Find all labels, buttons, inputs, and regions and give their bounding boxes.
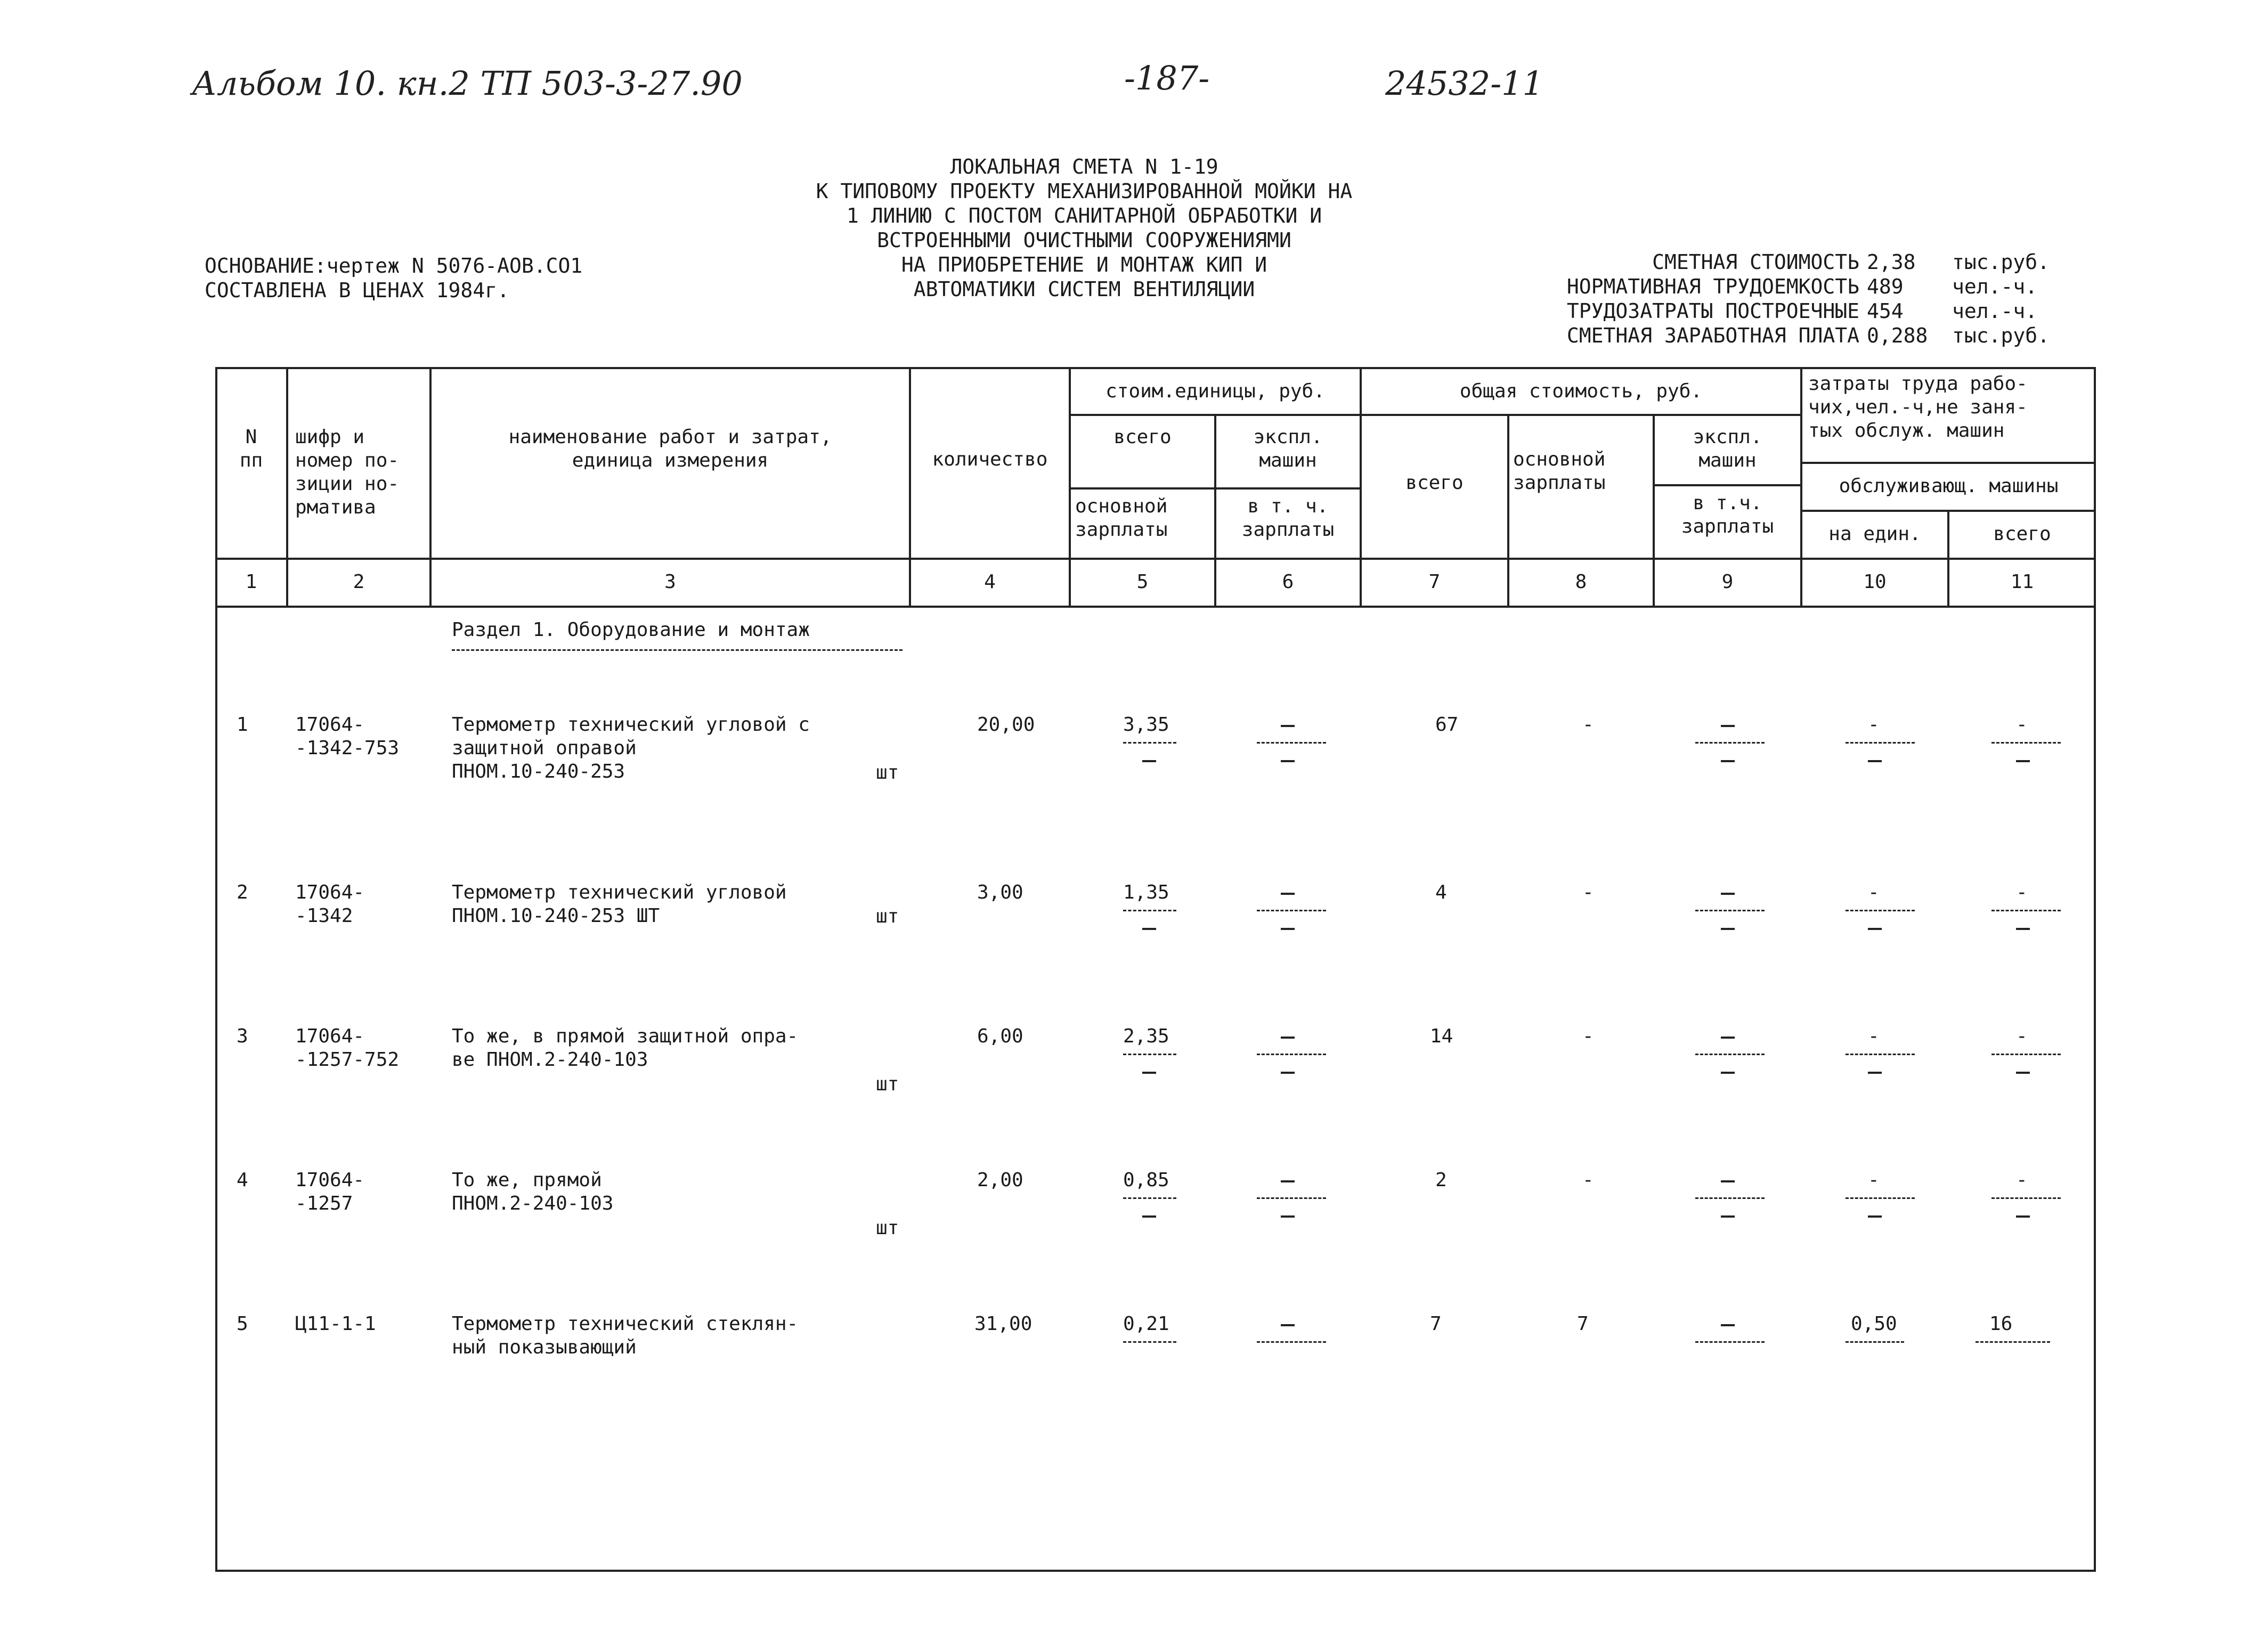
row-code: Ц11-1-1 <box>295 1313 376 1335</box>
row-labor-unit: - <box>1868 1169 1880 1191</box>
basis-prices: СОСТАВЛЕНА В ЦЕНАХ 1984г. <box>205 279 509 302</box>
fraction-line <box>1695 1341 1765 1343</box>
summary-unit: тыс.руб. <box>1952 250 2050 274</box>
estimate-summary <box>1348 250 2080 348</box>
empty-dash <box>1868 760 1882 762</box>
empty-dash <box>2016 760 2030 762</box>
fraction-line <box>1846 1341 1904 1343</box>
col-header-11-total: всего <box>1993 523 2051 545</box>
empty-dash <box>1868 928 1882 930</box>
column-number: 2 <box>353 571 365 593</box>
column-number: 9 <box>1721 571 1734 593</box>
row-total: 14 <box>1430 1025 1453 1047</box>
fraction-line <box>1976 1341 2050 1343</box>
row-name: Термометр технический угловой с защитной оправой ПНОМ.10-240-253 <box>452 714 810 782</box>
basis-drawing: ОСНОВАНИЕ:чертеж N 5076-АОВ.СО1 <box>205 254 583 278</box>
empty-dash <box>1868 1072 1882 1074</box>
empty-dash <box>1142 1072 1156 1074</box>
summary-value: 0,288 <box>1867 324 1928 347</box>
album-reference: Альбом 10. кн.2 ТП 503-3-27.90 <box>192 64 743 103</box>
title-line: К ТИПОВОМУ ПРОЕКТУ МЕХАНИЗИРОВАННОЙ МОЙКИ НА <box>816 179 1353 203</box>
row-wage: 7 <box>1577 1313 1589 1335</box>
row-labor-total: - <box>2016 1169 2028 1191</box>
row-name: То же, прямой ПНОМ.2-240-103 <box>452 1169 614 1214</box>
empty-dash <box>1281 893 1295 895</box>
row-number: 2 <box>237 882 248 903</box>
row-unit-cost: 2,35 <box>1123 1025 1169 1047</box>
column-number: 3 <box>664 571 676 593</box>
col-header-6-wage: в т. ч. зарплаты <box>1241 495 1335 541</box>
row-quantity: 2,00 <box>977 1169 1023 1191</box>
estimate-table <box>215 367 2096 1572</box>
row-unit: шт <box>876 1217 899 1239</box>
empty-dash <box>1281 1180 1295 1182</box>
col-header-9-machines: экспл. машин <box>1693 426 1762 471</box>
col-header-5-total: всего <box>1113 426 1172 448</box>
empty-dash <box>2016 1072 2030 1074</box>
row-code: 17064- -1342 <box>295 882 365 927</box>
col-header-8-wage: основной зарплаты <box>1513 448 1606 494</box>
empty-dash <box>1281 1072 1295 1074</box>
empty-dash <box>1281 928 1295 930</box>
row-number: 4 <box>237 1169 248 1191</box>
empty-dash <box>1142 928 1156 930</box>
row-number: 1 <box>237 714 248 736</box>
row-unit: шт <box>876 1073 899 1095</box>
empty-dash <box>1281 1215 1295 1218</box>
row-wage: - <box>1582 1025 1594 1047</box>
row-code: 17064- -1257-752 <box>295 1025 400 1071</box>
column-number: 4 <box>984 571 996 593</box>
col-header-9-wage: в т.ч. зарплаты <box>1681 492 1774 537</box>
fraction-line <box>1991 1054 2061 1055</box>
column-number: 7 <box>1428 571 1441 593</box>
row-wage: - <box>1582 1169 1594 1191</box>
empty-dash <box>1721 1324 1735 1326</box>
col-header-7-total: всего <box>1405 472 1464 494</box>
fraction-line <box>1846 1197 1915 1199</box>
summary-row <box>1348 299 2080 324</box>
fraction-line <box>1695 1197 1765 1199</box>
column-number: 5 <box>1136 571 1149 593</box>
empty-dash <box>1721 725 1735 727</box>
empty-dash <box>1281 1037 1295 1039</box>
row-unit-cost: 1,35 <box>1123 882 1169 903</box>
summary-label: СМЕТНАЯ СТОИМОСТЬ <box>1652 250 1859 274</box>
fraction-line <box>1695 742 1765 744</box>
fraction-line <box>1123 910 1176 911</box>
table-grid <box>215 367 2096 1572</box>
row-labor-unit: - <box>1868 882 1880 903</box>
fraction-line <box>1257 910 1326 911</box>
summary-row <box>1348 324 2080 348</box>
fraction-line <box>1123 1341 1176 1343</box>
summary-label: ТРУДОЗАТРАТЫ ПОСТРОЕЧНЫЕ <box>1566 299 1859 323</box>
fraction-line <box>1991 1197 2061 1199</box>
fraction-line <box>1991 742 2061 744</box>
row-labor-unit: 0,50 <box>1851 1313 1897 1335</box>
summary-unit: чел.-ч. <box>1952 275 2038 298</box>
summary-value: 454 <box>1867 299 1904 323</box>
column-number: 6 <box>1282 571 1294 593</box>
empty-dash <box>1721 928 1735 930</box>
column-number: 11 <box>2010 571 2034 593</box>
row-name: Термометр технический стеклян- ный показывающий <box>452 1313 799 1358</box>
row-wage: - <box>1582 714 1594 736</box>
empty-dash <box>1721 1180 1735 1182</box>
summary-unit: тыс.руб. <box>1952 324 2050 347</box>
row-total: 4 <box>1435 882 1447 903</box>
title-line: ЛОКАЛЬНАЯ СМЕТА N 1-19 <box>950 155 1218 178</box>
fraction-line <box>1257 1197 1326 1199</box>
row-labor-total: - <box>2016 882 2028 903</box>
group-header-labor: затраты труда рабо- чих,чел.-ч,не заня- тых обслуж. машин <box>1808 373 2028 442</box>
section-underline <box>452 649 903 651</box>
fraction-line <box>1846 910 1915 911</box>
row-labor-total: - <box>2016 714 2028 736</box>
empty-dash <box>1721 760 1735 762</box>
col-header-6-machines: экспл. машин <box>1253 426 1323 471</box>
row-quantity: 6,00 <box>977 1025 1023 1047</box>
row-labor-total: 16 <box>1989 1313 2013 1335</box>
summary-value: 489 <box>1867 275 1904 298</box>
row-unit-cost: 0,85 <box>1123 1169 1169 1191</box>
summary-label: СМЕТНАЯ ЗАРАБОТНАЯ ПЛАТА <box>1566 324 1859 347</box>
row-unit-cost: 3,35 <box>1123 714 1169 736</box>
row-number: 5 <box>237 1313 248 1335</box>
col-header-quantity: количество <box>932 448 1048 470</box>
fraction-line <box>1846 1054 1915 1055</box>
row-total: 67 <box>1435 714 1459 736</box>
fraction-line <box>1123 1197 1176 1199</box>
row-labor-unit: - <box>1868 714 1880 736</box>
group-header-labor-machines: обслуживающ. машины <box>1839 475 2059 497</box>
row-name: Термометр технический угловой ПНОМ.10-240-253 ШТ <box>452 882 787 927</box>
row-total: 7 <box>1430 1313 1442 1335</box>
empty-dash <box>2016 928 2030 930</box>
fraction-line <box>1123 1054 1176 1055</box>
fraction-line <box>1257 1054 1326 1055</box>
row-labor-unit: - <box>1868 1025 1880 1047</box>
summary-label: НОРМАТИВНАЯ ТРУДОЕМКОСТЬ <box>1566 275 1859 298</box>
row-number: 3 <box>237 1025 248 1047</box>
row-quantity: 20,00 <box>977 714 1035 736</box>
fraction-line <box>1695 910 1765 911</box>
empty-dash <box>1142 760 1156 762</box>
col-header-5-wage: основной зарплаты <box>1075 495 1168 541</box>
title-line: ВСТРОЕННЫМИ ОЧИСТНЫМИ СООРУЖЕНИЯМИ <box>877 229 1291 252</box>
empty-dash <box>1721 1072 1735 1074</box>
title-line: АВТОМАТИКИ СИСТЕМ ВЕНТИЛЯЦИИ <box>913 278 1255 301</box>
summary-row <box>1348 275 2080 299</box>
col-header-number: N пп <box>239 426 263 471</box>
empty-dash <box>1281 725 1295 727</box>
row-labor-total: - <box>2016 1025 2028 1047</box>
fraction-line <box>1257 742 1326 744</box>
col-header-name: наименование работ и затрат, единица измерения <box>508 426 832 471</box>
col-header-code: шифр и номер по- зиции но- рматива <box>295 426 400 518</box>
group-header-unit-cost: стоим.единицы, руб. <box>1105 380 1325 402</box>
col-header-10-unit: на един. <box>1828 523 1921 545</box>
section-title: Раздел 1. Оборудование и монтаж <box>452 619 810 641</box>
fraction-line <box>1846 742 1915 744</box>
page-number: -187- <box>1124 59 1210 97</box>
row-unit: шт <box>876 762 899 784</box>
empty-dash <box>1721 893 1735 895</box>
column-number: 10 <box>1863 571 1887 593</box>
row-unit-cost: 0,21 <box>1123 1313 1169 1335</box>
summary-row <box>1348 250 2080 275</box>
empty-dash <box>1142 1215 1156 1218</box>
title-line: НА ПРИОБРЕТЕНИЕ И МОНТАЖ КИП И <box>901 253 1267 276</box>
row-code: 17064- -1257 <box>295 1169 365 1214</box>
empty-dash <box>1721 1215 1735 1218</box>
document-code: 24532-11 <box>1385 64 1544 103</box>
title-line: 1 ЛИНИЮ С ПОСТОМ САНИТАРНОЙ ОБРАБОТКИ И <box>846 204 1322 227</box>
row-unit: шт <box>876 905 899 927</box>
empty-dash <box>1721 1037 1735 1039</box>
summary-value: 2,38 <box>1867 250 1916 274</box>
fraction-line <box>1991 910 2061 911</box>
empty-dash <box>1281 760 1295 762</box>
empty-dash <box>2016 1215 2030 1218</box>
fraction-line <box>1695 1054 1765 1055</box>
fraction-line <box>1257 1341 1326 1343</box>
estimate-title <box>746 154 1422 301</box>
row-quantity: 31,00 <box>974 1313 1033 1335</box>
group-header-total-cost: общая стоимость, руб. <box>1459 380 1703 402</box>
row-quantity: 3,00 <box>977 882 1023 903</box>
empty-dash <box>1281 1324 1295 1326</box>
empty-dash <box>1868 1215 1882 1218</box>
column-number: 1 <box>245 571 257 593</box>
row-total: 2 <box>1435 1169 1447 1191</box>
row-code: 17064- -1342-753 <box>295 714 400 759</box>
column-number: 8 <box>1575 571 1587 593</box>
row-wage: - <box>1582 882 1594 903</box>
row-name: То же, в прямой защитной опра- ве ПНОМ.2-240-103 <box>452 1025 799 1071</box>
summary-unit: чел.-ч. <box>1952 299 2038 323</box>
fraction-line <box>1123 742 1176 744</box>
